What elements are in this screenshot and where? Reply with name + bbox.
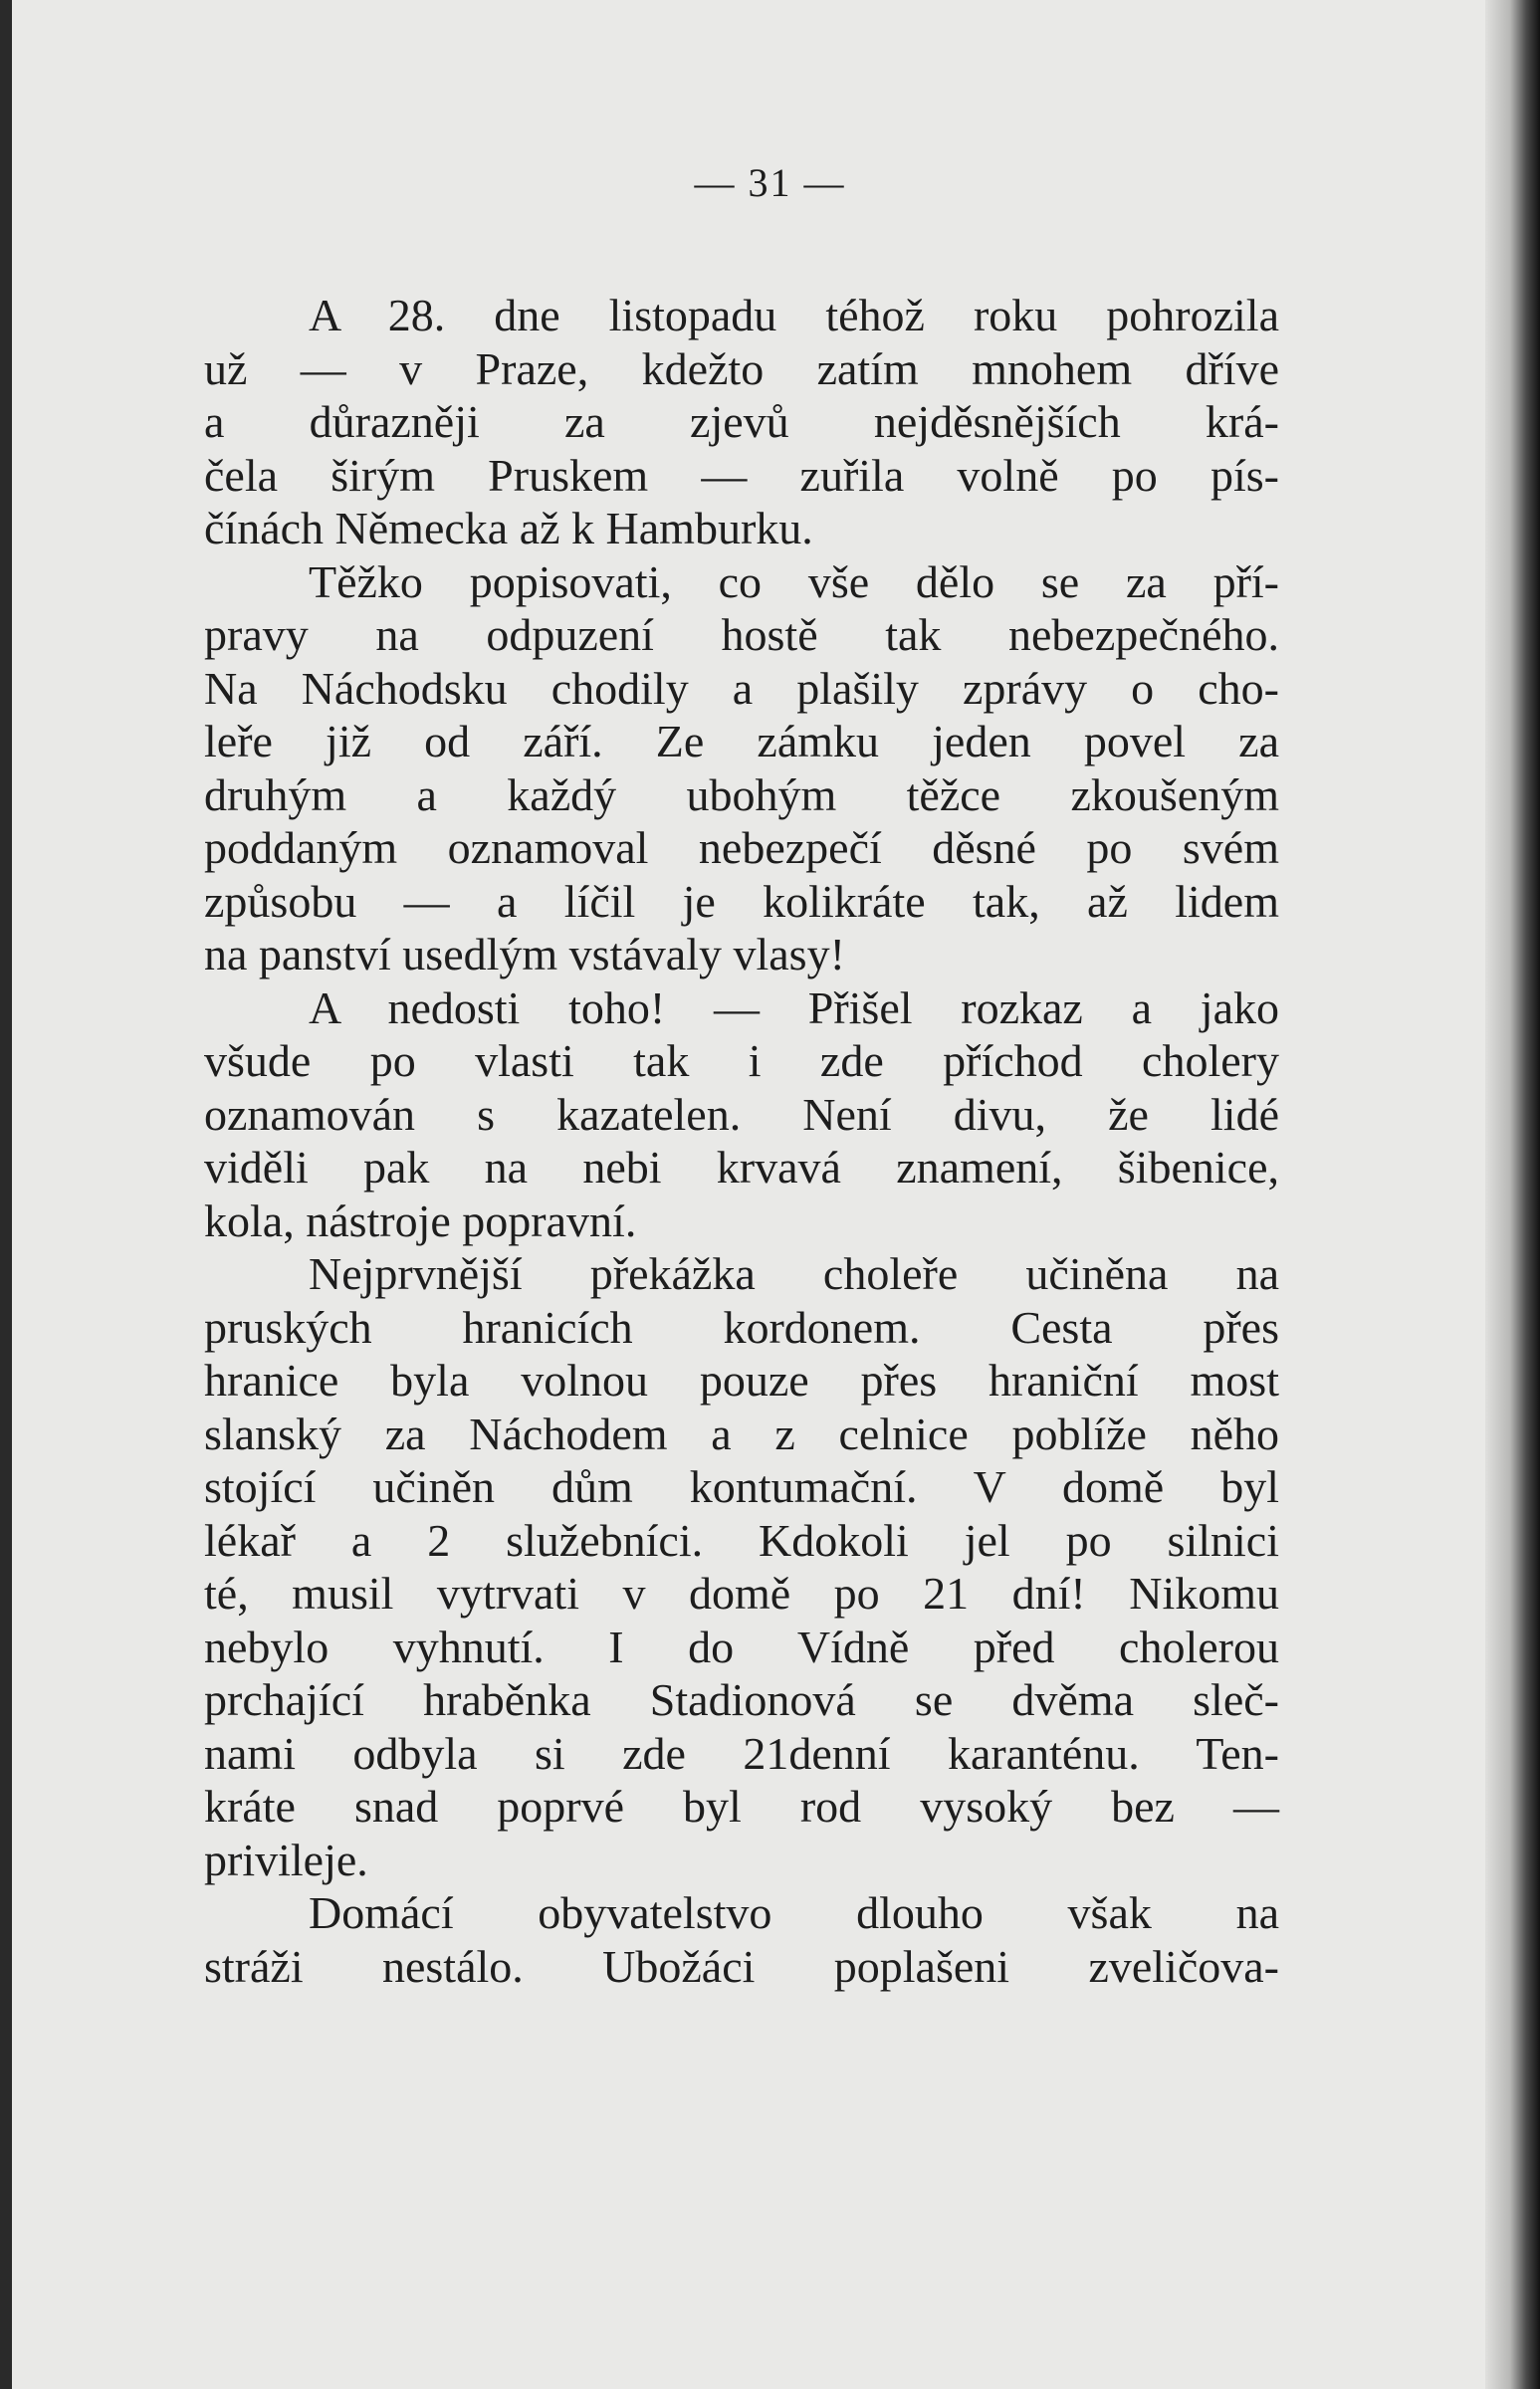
- text-line: nami odbyla si zde 21denní karanténu. Ten-: [204, 1727, 1279, 1779]
- text-line: A nedosti toho! — Přišel rozkaz a jako: [309, 981, 1279, 1033]
- text-line: kráte snad poprvé byl rod vysoký bez —: [204, 1781, 1279, 1832]
- text-line: Domácí obyvatelstvo dlouho však na: [309, 1887, 1279, 1938]
- text-line: té, musil vytrvati v domě po 21 dní! Nikomu: [204, 1568, 1279, 1619]
- text-line: prchající hraběnka Stadionová se dvěma sleč-: [204, 1674, 1279, 1725]
- text-line: A 28. dne listopadu téhož roku pohrozila: [309, 290, 1279, 340]
- text-line: kola, nástroje popravní.: [204, 1194, 637, 1246]
- body-text: [204, 289, 1279, 1993]
- page-right-edge: [1485, 0, 1540, 2389]
- text-line: poddaným oznamoval nebezpečí děsné po svém: [204, 822, 1279, 873]
- text-line: všude po vlasti tak i zde příchod cholery: [204, 1035, 1279, 1086]
- text-line: oznamován s kazatelen. Není divu, že lidé: [204, 1088, 1279, 1140]
- text-line: druhým a každý ubohým těžce zkoušeným: [204, 768, 1279, 820]
- text-line: už — v Praze, kdežto zatím mnohem dříve: [204, 342, 1279, 394]
- text-line: čínách Německa až k Hamburku.: [204, 503, 813, 553]
- text-line: stojící učiněn dům kontumační. V domě byl: [204, 1461, 1279, 1512]
- text-line: Nejprvnější překážka choleře učiněna na: [309, 1248, 1279, 1299]
- text-line: privileje.: [204, 1834, 368, 1885]
- text-line: pravy na odpuzení hostě tak nebezpečného.: [204, 609, 1279, 660]
- text-line: čela širým Pruskem — zuřila volně po pís-: [204, 449, 1279, 501]
- text-line: způsobu — a líčil je kolikráte tak, až lidem: [204, 875, 1279, 927]
- page-left-edge: [0, 0, 12, 2389]
- text-line: nebylo vyhnutí. I do Vídně před cholerou: [204, 1621, 1279, 1672]
- text-line: hranice byla volnou pouze přes hraniční most: [204, 1355, 1279, 1406]
- text-line: lékař a 2 služebníci. Kdokoli jel po silnici: [204, 1514, 1279, 1566]
- text-line: stráži nestálo. Ubožáci poplašeni zveličova-: [204, 1940, 1279, 1992]
- text-line: pruských hranicích kordonem. Cesta přes: [204, 1301, 1279, 1353]
- text-line: na panství usedlým vstávaly vlasy!: [204, 929, 845, 979]
- text-line: Těžko popisovati, co vše dělo se za pří-: [309, 555, 1279, 607]
- text-line: slanský za Náchodem a z celnice poblíže něho: [204, 1408, 1279, 1459]
- text-line: leře již od září. Ze zámku jeden povel za: [204, 716, 1279, 766]
- text-line: Na Náchodsku chodily a plašily zprávy o cho-: [204, 662, 1279, 714]
- text-line: viděli pak na nebi krvavá znamení, šibenice,: [204, 1142, 1279, 1193]
- text-line: a důrazněji za zjevů nejděsnějších krá-: [204, 396, 1279, 447]
- page-number: — 31 —: [694, 160, 846, 205]
